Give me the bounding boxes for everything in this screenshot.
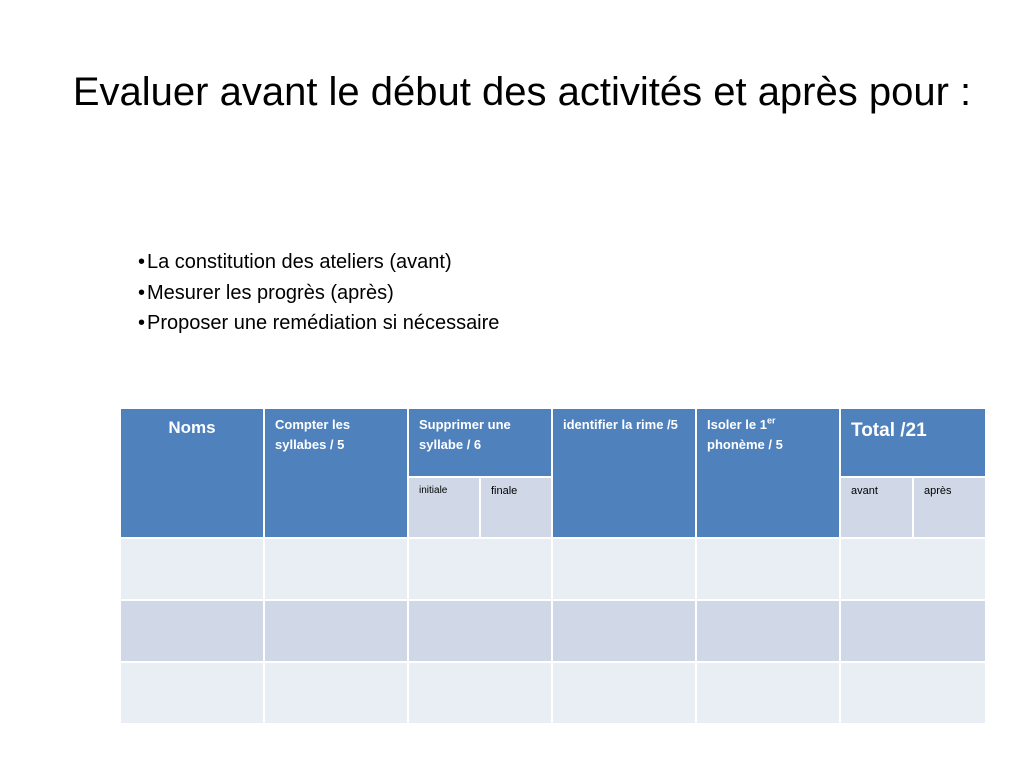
subheader-avant: avant [840, 477, 913, 538]
table-row [120, 600, 986, 662]
bullet-item [138, 278, 499, 309]
bullet-list [138, 247, 499, 339]
table-row [120, 662, 986, 724]
table-cell[interactable] [696, 538, 840, 600]
table-cell[interactable] [264, 600, 408, 662]
header-total: Total /21 [840, 408, 986, 477]
bullet-marker: • [138, 281, 146, 304]
bullet-marker: • [138, 251, 146, 273]
table-cell[interactable] [840, 538, 986, 600]
subheader-apres: après [913, 477, 986, 538]
table-cell[interactable] [552, 538, 696, 600]
subheader-finale: finale [480, 477, 552, 538]
table-cell[interactable] [408, 662, 552, 724]
header-isoler-superscript: er [766, 415, 776, 426]
table-row [120, 538, 986, 600]
table-cell[interactable] [264, 538, 408, 600]
evaluation-table [119, 407, 987, 725]
table-cell[interactable] [552, 662, 696, 724]
table-cell[interactable] [120, 538, 264, 600]
header-noms: Noms [120, 408, 264, 538]
table-cell[interactable] [264, 662, 408, 724]
table-header-row [120, 408, 986, 477]
header-isoler-suffix: phonème / 5 [707, 437, 783, 452]
table-cell[interactable] [840, 600, 986, 662]
header-identifier-rime: identifier la rime /5 [552, 408, 696, 538]
table-cell[interactable] [408, 600, 552, 662]
table-cell[interactable] [552, 600, 696, 662]
table-cell[interactable] [696, 662, 840, 724]
header-supprimer-syllabe: Supprimer une syllabe / 6 [408, 408, 552, 477]
table-cell[interactable] [840, 662, 986, 724]
bullet-text: La constitution des ateliers (avant) [147, 251, 452, 273]
bullet-item [138, 308, 499, 339]
bullet-marker: • [138, 312, 146, 334]
table-cell[interactable] [696, 600, 840, 662]
subheader-initiale: initiale [408, 477, 480, 538]
header-isoler-prefix: Isoler le 1 [707, 417, 767, 432]
slide-title: Evaluer avant le début des activités et après pour : [72, 70, 972, 114]
bullet-text: Proposer une remédiation si nécessaire [147, 312, 500, 334]
table-cell[interactable] [120, 662, 264, 724]
table-cell[interactable] [408, 538, 552, 600]
header-isoler-phoneme [696, 408, 840, 538]
header-compter-syllabes: Compter les syllabes / 5 [264, 408, 408, 538]
bullet-item [138, 247, 499, 278]
bullet-text: Mesurer les progrès (après) [147, 281, 394, 304]
table-cell[interactable] [120, 600, 264, 662]
